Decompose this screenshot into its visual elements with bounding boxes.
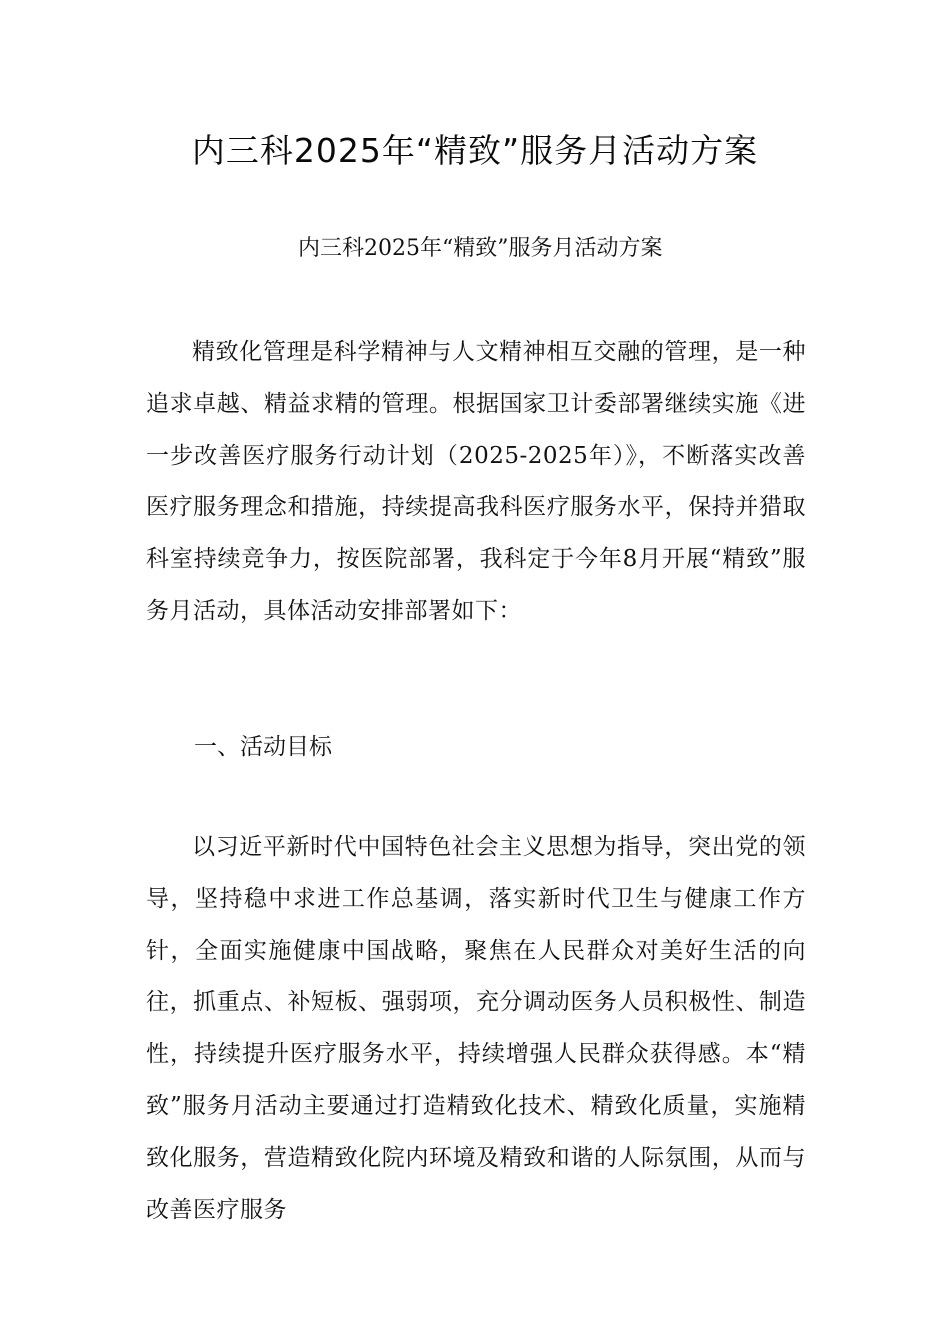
section-goals-paragraph: 以习近平新时代中国特色社会主义思想为指导，突出党的领导，坚持稳中求进工作总基调，落实新时代卫生与健康工作方针，全面实施健康中国战略，聚焦在人民群众对美好生活的向往，抓重点、补短板、强弱项，充分调动医务人员积极性、制造性，持续提升医疗服务水平，持续增强人民群众获得感。本“精致”服务月活动主要通过打造精致化技术、精致化质量，实施精致化服务，营造精致化院内环境及精致和谐的人际氛围，从而与改善医疗服务 bbox=[146, 834, 806, 1223]
intro-paragraph: 精致化管理是科学精神与人文精神相互交融的管理，是一种追求卓越、精益求精的管理。根据国家卫计委部署继续实施《进一步改善医疗服务行动计划（2025-2025年）》，不断落实改善医疗服务理念和措施，持续提高我科医疗服务水平，保持并猎取科室持续竞争力，按医院部署，我科定于今年8月开展“精致”服务月活动，具体活动安排部署如下： bbox=[146, 339, 806, 624]
document-subtitle: 内三科2025年“精致”服务月活动方案 bbox=[298, 236, 663, 261]
section-heading-goals: 一、活动目标 bbox=[194, 734, 332, 760]
document-title: 内三科2025年“精致”服务月活动方案 bbox=[191, 131, 759, 170]
